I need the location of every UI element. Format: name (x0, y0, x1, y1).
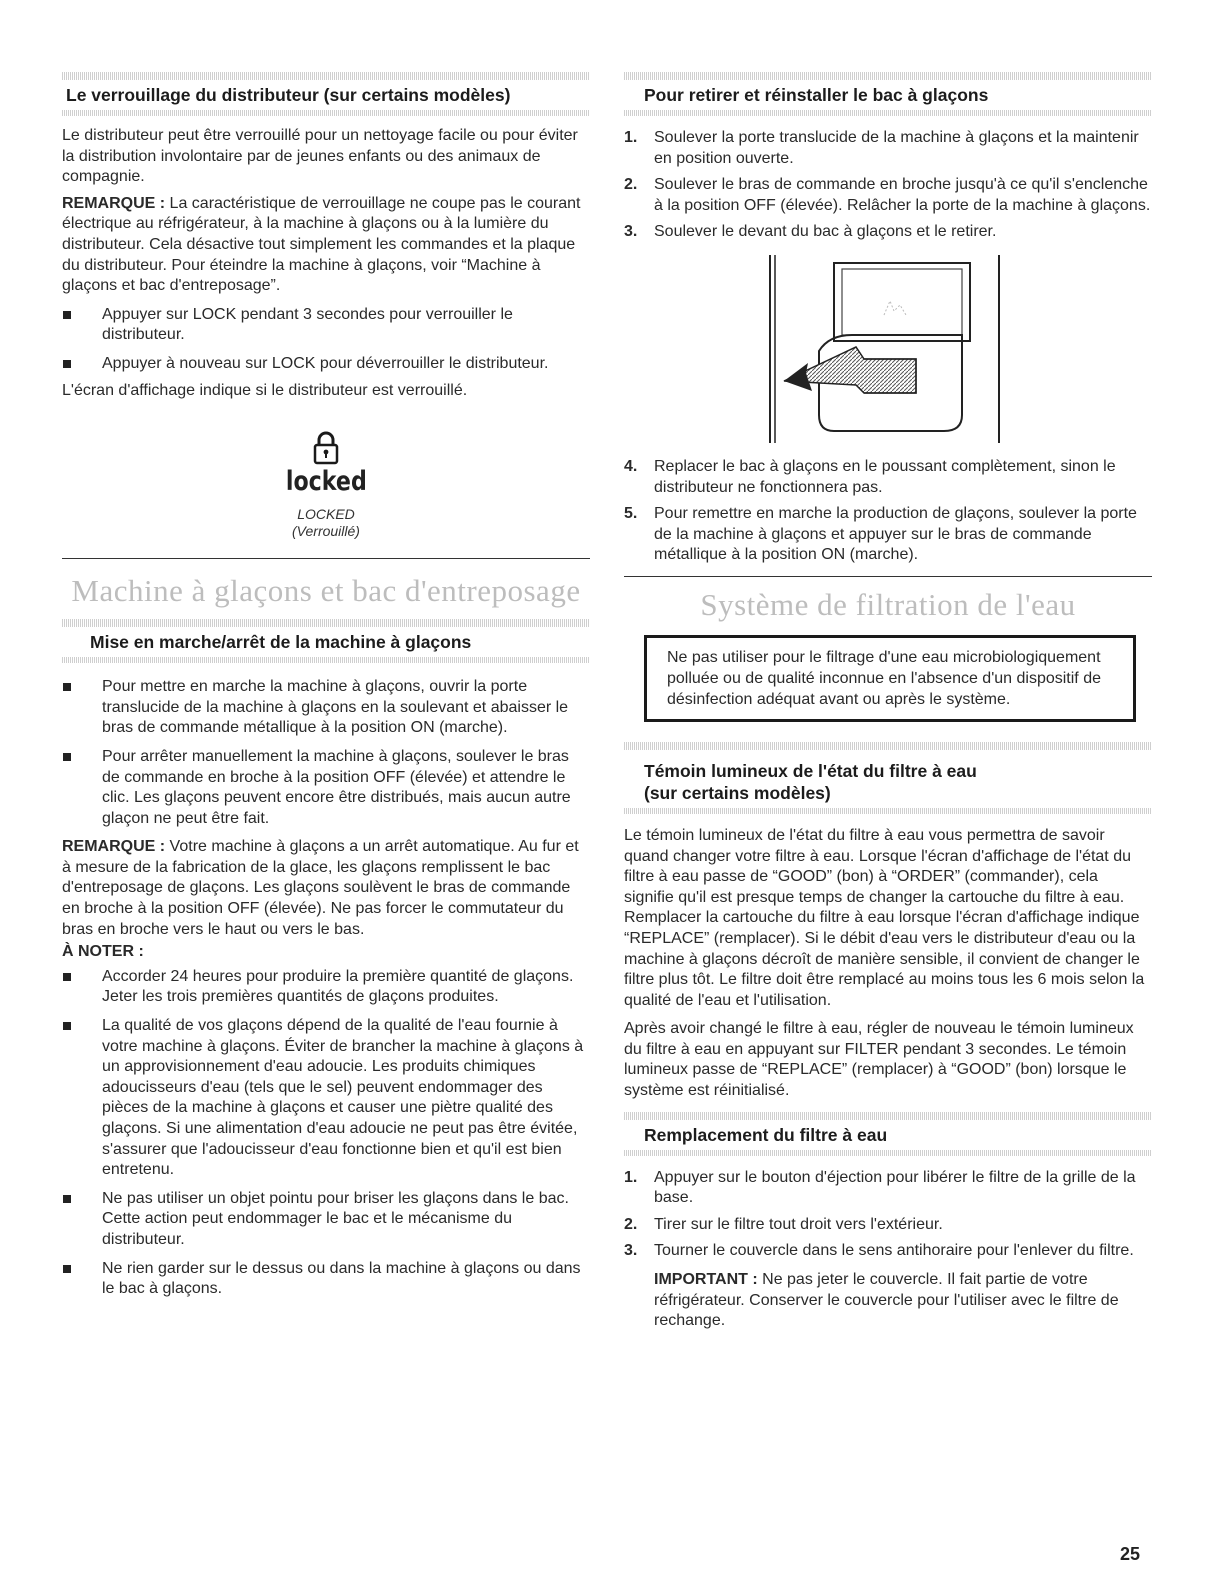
section-band (624, 72, 1152, 80)
section-divider (624, 576, 1152, 577)
step-text: Soulever le bras de commande en broche jusqu'à ce qu'il s'enclenche à la position OFF (élevée). Relâcher la porte de la machine à glaçons. (654, 176, 1151, 214)
onoff-bullets (62, 677, 590, 829)
lock-heading: Le verrouillage du distributeur (sur certains modèles) (66, 85, 511, 105)
note-text: Votre machine à glaçons a un arrêt automatique. Au fur et à mesure de la fabrication de la glace, les glaçons remplissent le bac d'entreposage de glaçons. Les glaçons soulèvent le bras de commande en broche à la position OFF (élevée). Ne pas forcer le commutateur du bras en broche vers le haut ou vers le bas. (62, 838, 579, 938)
step-number: 3. (624, 223, 638, 241)
lock-intro: Le distributeur peut être verrouillé pour un nettoyage facile ou pour éviter la distribution involontaire par de jeunes enfants ou des animaux de compagnie. (62, 127, 578, 186)
lock-note (62, 194, 590, 297)
bullet-icon (63, 973, 71, 981)
step-text: Tourner le couvercle dans le sens antihoraire pour l'enlever du filtre. (654, 1242, 1134, 1260)
list-item (624, 222, 1152, 243)
lock-display-text: L'écran d'affichage indique si le distributeur est verrouillé. (62, 381, 468, 399)
list-item (62, 1016, 590, 1181)
step-text: Tirer sur le filtre tout droit vers l'extérieur. (654, 1215, 943, 1233)
step-number: 2. (624, 1215, 638, 1233)
filter-status-heading (644, 760, 1152, 804)
section-band (62, 110, 590, 116)
list-item-text: Pour arrêter manuellement la machine à glaçons, soulever le bras de commande en broche à la position OFF (élevée) et attendre le clic. Les glaçons peuvent encore être distribués, mais aucun autre glaçon ne peut être fait. (102, 747, 571, 827)
section-band (62, 657, 590, 663)
list-item-text: Ne rien garder sur le dessus ou dans la machine à glaçons ou dans le bac à glaçons. (102, 1259, 581, 1298)
warning-box (644, 635, 1136, 722)
bin-steps-continued (624, 457, 1152, 566)
important-text: Ne pas jeter le couvercle. Il fait partie de votre réfrigérateur. Conserver le couvercle pour l'utiliser avec le filtre de rechange. (654, 1271, 1119, 1330)
locked-label: locked (285, 466, 367, 498)
list-item (62, 305, 590, 346)
list-item (62, 747, 590, 829)
replace-steps (624, 1168, 1152, 1262)
list-item (62, 354, 590, 375)
list-item (624, 457, 1152, 498)
section-band (624, 110, 1152, 116)
heading-line: Témoin lumineux de l'état du filtre à eau (644, 760, 977, 781)
filter-status-paragraph: Le témoin lumineux de l'état du filtre à eau vous permettra de savoir quand changer votre filtre à eau. Lorsque l'écran d'affichage de l'état du filtre à eau passe de “GOOD” (bon) à “ORDER” (commander), cela signifie qu'il est presque temps de changer la cartouche du filtre à eau. Remplacer la cartouche du filtre à eau lorsque l'écran d'affichage indique “REPLACE” (remplacer). Si le débit d'eau vers le distributeur d'eau ou la machine à glaçons décroît de manière sensible, il convient de changer le filtre plus tôt. Le filtre doit être remplacé au moins tous les 6 mois selon la qualité de l'eau et l'utilisation. (624, 826, 1145, 1009)
list-item (62, 967, 590, 1008)
list-item (624, 1241, 1152, 1262)
noter-bullets (62, 967, 590, 1300)
note-label: REMARQUE : (62, 194, 166, 212)
list-item (62, 1259, 590, 1300)
bullet-icon (63, 1022, 71, 1030)
important-note (624, 1270, 1152, 1332)
noter-label: À NOTER : (62, 943, 144, 961)
list-item (624, 175, 1152, 216)
bullet-icon (63, 360, 71, 368)
list-item (624, 128, 1152, 169)
locked-caption-translation: (Verrouillé) (292, 523, 360, 540)
icemaker-section-title: Machine à glaçons et bac d'entreposage (71, 573, 581, 609)
list-item (624, 1168, 1152, 1209)
note-label: REMARQUE : (62, 838, 166, 856)
step-number: 1. (624, 1168, 638, 1186)
bullet-icon (63, 1195, 71, 1203)
section-band (624, 1112, 1152, 1120)
filter-section-title: Système de filtration de l'eau (700, 586, 1076, 622)
list-item-text: Appuyer sur LOCK pendant 3 secondes pour verrouiller le distributeur. (102, 305, 513, 344)
step-number: 4. (624, 457, 638, 475)
warning-text: Ne pas utiliser pour le filtrage d'une eau microbiologiquement polluée ou de qualité inconnue en l'absence d'un dispositif de désinfection adéquat avant ou après le système. (667, 648, 1101, 708)
bullet-icon (63, 753, 71, 761)
ice-bin-illustration (624, 255, 1152, 443)
list-item-text: Accorder 24 heures pour produire la première quantité de glaçons. Jeter les trois premières quantités de glaçons produites. (102, 967, 574, 1006)
step-text: Replacer le bac à glaçons en le poussant complètement, sinon le distributeur ne fonctionnera pas. (654, 457, 1116, 496)
list-item (62, 677, 590, 739)
list-item (62, 1189, 590, 1251)
section-band (624, 1150, 1152, 1156)
section-band (624, 742, 1152, 750)
list-item-text: Appuyer à nouveau sur LOCK pour déverrouiller le distributeur. (102, 354, 549, 372)
step-text: Appuyer sur le bouton d'éjection pour libérer le filtre de la grille de la base. (654, 1168, 1136, 1207)
locked-indicator (62, 431, 590, 540)
list-item-text: Ne pas utiliser un objet pointu pour briser les glaçons dans le bac. Cette action peut endommager le bac et le mécanisme du distributeur. (102, 1189, 569, 1248)
ice-bin-removal-diagram (624, 255, 1152, 443)
step-text: Pour remettre en marche la production de glaçons, soulever la porte de la machine à glaçons et appuyer sur le bras de commande métallique à la position ON (marche). (654, 505, 1137, 564)
filter-reset-paragraph: Après avoir changé le filtre à eau, régler de nouveau le témoin lumineux du filtre à eau en appuyant sur FILTER pendant 3 secondes. Le témoin lumineux passe de “REPLACE” (remplacer) à “GOOD” (bon) lorsque le système est réinitialisé. (624, 1020, 1134, 1100)
list-item (624, 504, 1152, 566)
step-number: 3. (624, 1242, 638, 1260)
right-column (624, 72, 1152, 1332)
important-label: IMPORTANT : (654, 1271, 758, 1289)
step-number: 1. (624, 129, 638, 146)
onoff-note (62, 837, 590, 940)
step-number: 5. (624, 505, 638, 523)
onoff-heading: Mise en marche/arrêt de la machine à glaçons (90, 632, 472, 653)
section-divider (62, 558, 590, 559)
lock-bullets (62, 305, 590, 375)
bullet-icon (63, 1265, 71, 1273)
section-band (624, 808, 1152, 814)
list-item (624, 1215, 1152, 1236)
bullet-icon (63, 311, 71, 319)
bin-heading: Pour retirer et réinstaller le bac à glaçons (644, 85, 989, 105)
padlock-icon (313, 431, 339, 465)
step-text: Soulever la porte translucide de la machine à glaçons et la maintenir en position ouverte. (654, 129, 1139, 167)
step-number: 2. (624, 176, 638, 194)
left-column (62, 72, 590, 1300)
locked-caption: LOCKED (297, 506, 355, 523)
section-band (62, 619, 590, 627)
note-text: La caractéristique de verrouillage ne coupe pas le courant électrique au réfrigérateur, à la machine à glaçons ou à la lumière du distributeur. Cela désactive tout simplement les commandes et la plaque du distributeur. Pour éteindre la machine à glaçons, voir “Machine à glaçons et bac d'entreposage”. (62, 194, 581, 295)
heading-line: (sur certains modèles) (644, 782, 831, 803)
page-number: 25 (1120, 1544, 1141, 1564)
list-item-text: La qualité de vos glaçons dépend de la qualité de l'eau fournie à votre machine à glaçons. Éviter de brancher la machine à glaçons à un approvisionnement d'eau adoucie. Les produits chimiques adoucisseurs d'eau (tels que le sel) peuvent endommager des pièces de la machine à glaçons et causer une piètre qualité des glaçons. Si une alimentation d'eau adoucie ne peut pas être évitée, s'assurer que l'adoucisseur d'eau fonctionne bien et qu'il est bien entretenu. (102, 1017, 584, 1179)
replace-heading: Remplacement du filtre à eau (644, 1124, 888, 1145)
list-item-text: Pour mettre en marche la machine à glaçons, ouvrir la porte translucide de la machine à glaçons en la soulevant et abaisser le bras de commande métallique à la position ON (marche). (102, 678, 569, 737)
bullet-icon (63, 683, 71, 691)
step-text: Soulever le devant du bac à glaçons et le retirer. (654, 223, 997, 241)
section-band (62, 72, 590, 80)
bin-steps (624, 128, 1152, 243)
